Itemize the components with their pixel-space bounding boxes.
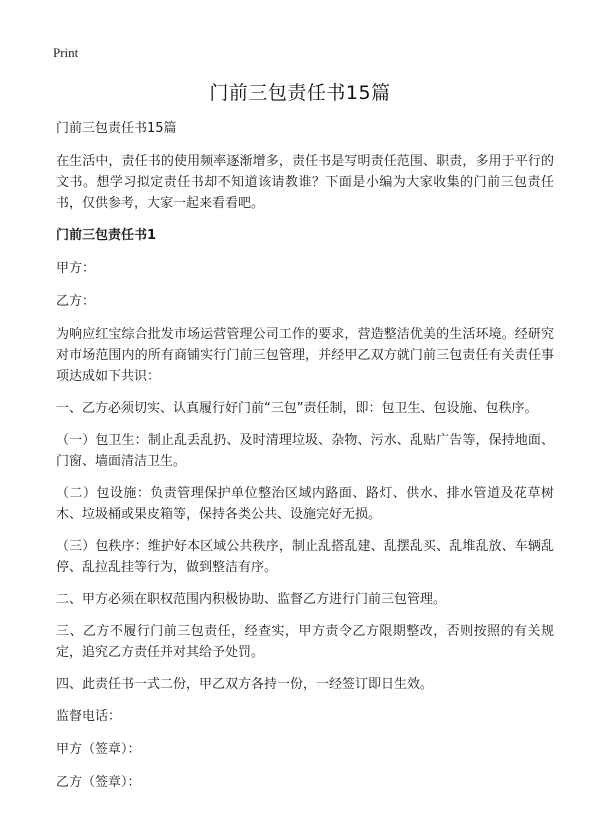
document-subtitle: 门前三包责任书15篇 [56,121,177,136]
clause-facilities: （二）包设施：负责管理保护单位整治区域内路面、路灯、供水、排水管道及花草树木、垃圾桶或果皮箱等，保持各类公共、设施完好无损。 [56,486,554,522]
print-label: Print [53,45,79,60]
party-a-line: 甲方： [56,261,96,276]
clause-hygiene: （一）包卫生：制止乱丢乱扔、及时清理垃圾、杂物、污水、乱贴广告等，保持地面、门窗、墙面清洁卫生。 [56,433,554,469]
clause-order: （三）包秩序：维护好本区域公共秩序，制止乱搭乱建、乱摆乱买、乱堆乱放、车辆乱停、乱拉乱挂等行为，做到整洁有序。 [56,539,554,575]
preamble-paragraph: 为响应红宝综合批发市场运营管理公司工作的要求，营造整洁优美的生活环境。经研究对市场范围内的所有商铺实行门前三包管理，并经甲乙双方就门前三包责任有关责任事项达成如下共识： [56,327,554,384]
document-body [56,118,554,805]
party-b-seal: 乙方（签章）： [56,775,141,790]
clause-three: 三、乙方不履行门前三包责任，经查实，甲方责令乙方限期整改，否则按照的有关规定，追究乙方责任并对其给予处罚。 [56,624,554,660]
intro-paragraph: 在生活中，责任书的使用频率逐渐增多，责任书是写明责任范围、职责，多用于平行的文书。想学习拟定责任书却不知道该请教谁？下面是小编为大家收集的门前三包责任书，仅供参考，大家一起来看看吧。 [56,154,554,211]
clause-two: 二、甲方必须在职权范围内积极协助、监督乙方进行门前三包管理。 [56,592,447,607]
section-heading: 门前三包责任书1 [56,228,157,243]
supervision-phone: 监督电话： [56,709,122,724]
party-b-line: 乙方： [56,294,96,309]
document-title: 门前三包责任书15篇 [209,82,391,104]
party-a-seal: 甲方（签章）： [56,742,141,757]
clause-four: 四、此责任书一式二份，甲乙双方各持一份，一经签订即日生效。 [56,677,434,692]
clause-one: 一、乙方必须切实、认真履行好门前“三包”责任制，即：包卫生、包设施、包秩序。 [56,401,538,416]
